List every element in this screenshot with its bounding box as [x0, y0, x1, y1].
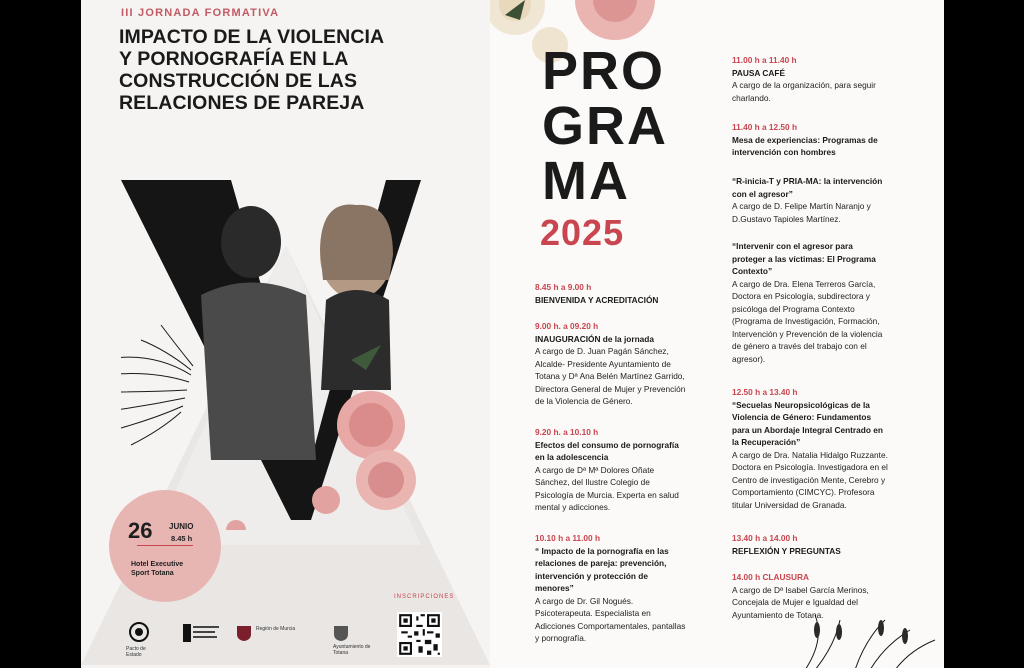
program-heading	[542, 41, 668, 211]
agenda-time: 10.10 h a 11.00 h	[535, 533, 601, 543]
agenda-body: Psicología de Murcia. Experta en salud	[535, 489, 679, 500]
agenda-body: A cargo de Dra. Elena Terreros García,	[732, 278, 876, 289]
agenda-item	[535, 426, 715, 514]
agenda-body: Comportamiento (CIMCYC). Profesora	[732, 487, 875, 497]
agenda-time: 8.45 h a 9.00 h	[535, 282, 592, 292]
agenda-item	[732, 121, 902, 159]
agenda-heading: Efectos del consumo de pornografía	[535, 439, 679, 450]
agenda-body: Alcalde- Presidente Ayuntamiento de	[535, 358, 671, 369]
divider	[137, 545, 193, 546]
agenda-body: Doctora en Psicología, subdirectora y	[732, 291, 870, 301]
agenda-item	[732, 240, 902, 365]
agenda-body: Adicciones Comportamentales, pantallas	[535, 620, 686, 631]
agenda-body: Concejala de Mujer e Igualdad del	[732, 597, 858, 607]
agenda-heading: “ Impacto de la pornografía en las	[535, 545, 669, 556]
agenda-body: A cargo de Dr. Gil Nogués.	[535, 595, 634, 606]
agenda-heading: “Intervenir con el agresor para	[732, 241, 853, 251]
agenda-heading: PAUSA CAFÉ	[732, 67, 786, 78]
agenda-item	[732, 532, 902, 557]
agenda-heading: con el agresor”	[732, 188, 793, 199]
institution-icon	[183, 624, 223, 646]
agenda-body: A cargo de D. Felipe Martín Naranjo y	[732, 201, 871, 211]
agenda-body: (Programa de Investigación, Formación,	[732, 316, 880, 326]
agenda-body: A cargo de D. Juan Pagán Sánchez,	[535, 346, 669, 356]
agenda-heading: Contexto”	[732, 266, 773, 276]
agenda-heading: menores”	[535, 583, 574, 593]
agenda-body: A cargo de Dª Mª Dolores Oñate	[535, 464, 655, 475]
agenda-body: Intervención y Prevención de la violencia	[732, 328, 883, 339]
pacto-estado-logo	[126, 622, 152, 658]
agenda-item	[732, 175, 902, 225]
agenda-heading: relaciones de pareja: prevención,	[535, 558, 667, 568]
institution-logo	[183, 624, 223, 648]
event-start-time: 8.45 h	[171, 534, 193, 543]
agenda-body: titular Universidad de Granada.	[732, 499, 847, 510]
agenda-heading: intervención con hombres	[732, 147, 836, 157]
agenda-item	[732, 54, 902, 104]
program-heading-line: GRA	[542, 96, 668, 156]
logo-caption: Región de Murcia	[256, 626, 296, 632]
agenda-body: Doctora en Psicología. Investigadora en el	[732, 462, 888, 472]
program-page	[490, 0, 944, 668]
agenda-body: Totana y Dª Ana Belén Martínez Garrido,	[535, 371, 685, 381]
agenda-time: 9.20 h. a 10.10 h	[535, 427, 599, 437]
agenda-body: A cargo de Dª Isabel García Merinos,	[732, 584, 869, 595]
agenda-heading: para un Abordaje Integral Centrado en	[732, 424, 883, 435]
event-month: JUNIO	[169, 522, 194, 531]
venue-line: Sport Totana	[131, 570, 174, 577]
agenda-item	[535, 320, 715, 408]
agenda-time: 14.00 h CLAUSURA	[732, 572, 809, 582]
poster-cover-page	[81, 0, 490, 668]
agenda-body: psicóloga del Programa Contexto	[732, 303, 855, 314]
title-line: CONSTRUCCIÓN DE LAS	[119, 70, 358, 92]
region-shield-icon	[236, 624, 252, 642]
logo-caption: Ayuntamiento de Totana	[333, 644, 371, 656]
couple-v-illustration	[121, 160, 461, 530]
event-day: 26	[128, 518, 153, 543]
title-line: IMPACTO DE LA VIOLENCIA	[119, 26, 385, 48]
agenda-body: Directora General de Mujer y Prevención	[535, 383, 686, 394]
agenda-body: Centro de investigación Mente, Cerebro y	[732, 474, 886, 485]
edition-label: III JORNADA FORMATIVA	[121, 7, 280, 19]
title-line: Y PORNOGRAFÍA EN LA	[119, 48, 349, 70]
agenda-item	[732, 386, 902, 511]
title-line: RELACIONES DE PAREJA	[119, 92, 365, 114]
agenda-body: Ayuntamiento de Totana.	[732, 609, 824, 620]
program-heading-line: MA	[542, 151, 630, 211]
agenda-item	[535, 532, 715, 645]
agenda-heading: INAUGURACIÓN de la jornada	[535, 333, 654, 344]
venue-line: Hotel Executive	[131, 561, 184, 568]
agenda-body: charlando.	[732, 92, 771, 103]
agenda-item	[535, 281, 715, 306]
agenda-body: A cargo de Dra. Natalia Hidalgo Ruzzante.	[732, 449, 888, 460]
agenda-time: 11.40 h a 12.50 h	[732, 122, 798, 132]
agenda-heading: Mesa de experiencias: Programas de	[732, 134, 878, 145]
logo-caption: Pacto de Estado	[126, 646, 146, 658]
agenda-body: agresor).	[732, 353, 766, 364]
region-murcia-logo	[236, 624, 296, 644]
registration-qr-code[interactable]	[397, 612, 442, 657]
agenda-body: mental y adicciones.	[535, 502, 611, 512]
program-year: 2025	[540, 212, 625, 253]
agenda-body: y pornografía.	[535, 633, 587, 643]
agenda-heading: BIENVENIDA Y ACREDITACIÓN	[535, 294, 659, 305]
agenda-heading: en la adolescencia	[535, 452, 609, 462]
leaf-decoration-bottom	[795, 610, 944, 668]
event-title	[119, 26, 459, 114]
event-date-badge	[109, 490, 221, 602]
agenda-heading: Violencia de Género: Fundamentos	[732, 412, 872, 422]
agenda-heading: “Secuelas Neuropsicológicas de la	[732, 399, 870, 410]
agenda-heading: REFLEXIÓN Y PREGUNTAS	[732, 545, 841, 556]
agenda-time: 11.00 h a 11.40 h	[732, 55, 797, 65]
agenda-heading: intervención y protección de	[535, 570, 648, 581]
agenda-heading: la Recuperación”	[732, 437, 801, 447]
city-shield-icon	[333, 624, 349, 642]
agenda-body: Sánchez, del Ilustre Colegio de	[535, 477, 650, 487]
agenda-body: A cargo de la organización, para seguir	[732, 80, 876, 90]
inscriptions-label: INSCRIPCIONES	[394, 594, 455, 600]
agenda-body: Psicoterapeuta. Especialista en	[535, 608, 651, 618]
event-venue	[131, 560, 201, 578]
agenda-time: 9.00 h. a 09.20 h	[535, 321, 599, 331]
agenda-body: de la Violencia de Género.	[535, 396, 633, 406]
agenda-body: D.Gustavo Tapioles Martínez.	[732, 213, 841, 224]
pacto-estado-icon	[126, 622, 152, 644]
agenda-time: 13.40 h a 14.00 h	[732, 533, 798, 543]
ayuntamiento-logo	[333, 624, 381, 656]
agenda-heading: “R-inicia-T y PRIA-MA: la intervención	[732, 176, 883, 186]
program-heading-line: PRO	[542, 41, 666, 101]
agenda-heading: proteger a las víctimas: El Programa	[732, 253, 876, 264]
agenda-body: de género a través del trabajo con el	[732, 341, 867, 351]
agenda-time: 12.50 h a 13.40 h	[732, 387, 798, 397]
